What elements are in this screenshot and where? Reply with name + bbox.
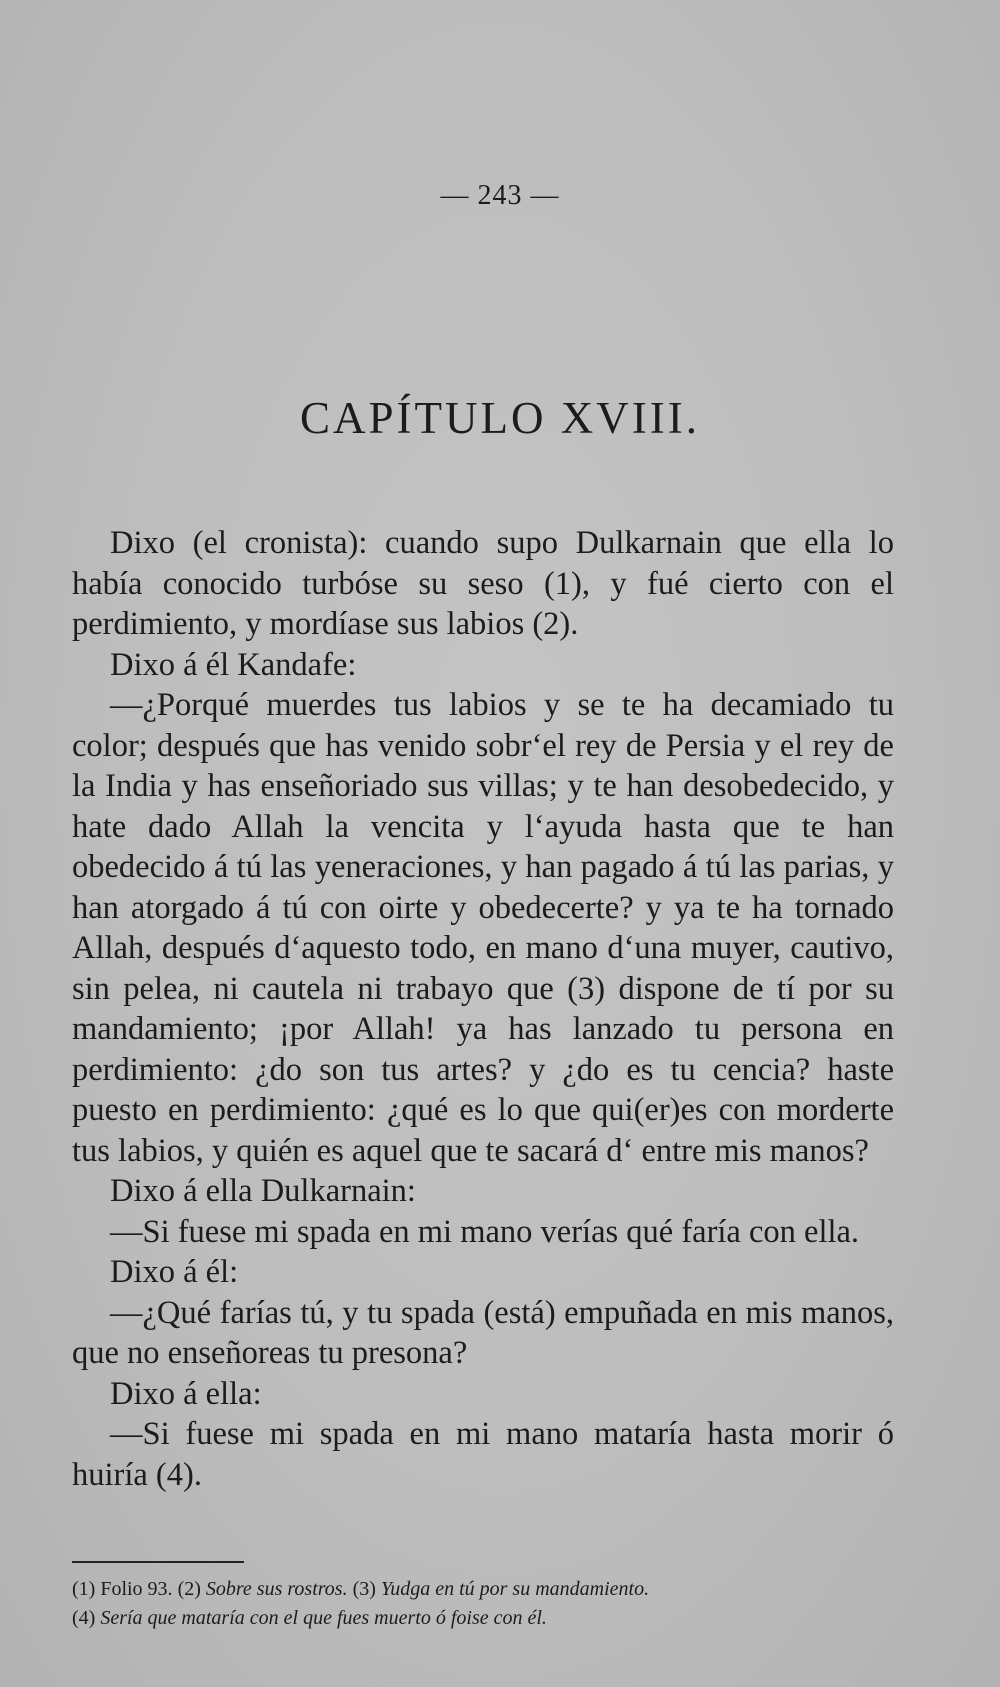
paragraph: Dixo á él:	[110, 1254, 239, 1290]
paragraph: —Si fuese mi spada en mi mano verías qué faría con ella.	[110, 1213, 860, 1250]
chapter-body	[72, 523, 894, 1495]
paragraph: —¿Porqué muerdes tus labios y se te ha decamiado tu color; después que has venido sobr‘el rey de Persia y el rey de la India y has enseñoriado sus villas; y te han desobedecido, y hate dado Allah la vencita y l‘ayuda hasta que te han obedecido á tú las yeneraciones, y han pagado á tú las parias, y han atorgado á tú con oirte y obedecerte? y ya te ha tornado Allah, después d‘aquesto todo, en mano d‘una muyer, cautivo, sin pelea, ni cautela ni trabayo que (3) dispone de tí por su mandamiento; ¡por Allah! ya has lanzado tu persona en perdimiento: ¿do son tus artes? y ¿do es tu cencia? haste puesto en perdimiento: ¿qué es lo que qui(er)es con morderte tus labios, y quién es aquel que te sacará d‘ entre mis manos?	[72, 687, 894, 1169]
paragraph: Dixo á él Kandafe:	[110, 646, 357, 683]
footnote-3-number: (3)	[352, 1578, 376, 1600]
footnote-4-text: Sería que mataría con el que fues muerto ó foise con él.	[100, 1607, 547, 1629]
footnote-line	[72, 1575, 922, 1604]
paragraph: —¿Qué farías tú, y tu spada (está) empuñada en mis manos, que no enseñoreas tu presona?	[72, 1294, 894, 1371]
footnote-2-number: (2)	[177, 1578, 201, 1600]
footnote-divider	[72, 1561, 244, 1563]
footnote-line	[72, 1604, 922, 1633]
page-number: — 243 —	[440, 180, 560, 211]
footnote-1: (1) Folio 93.	[72, 1578, 173, 1600]
paragraph: —Si fuese mi spada en mi mano mataría hasta morir ó huiría (4).	[72, 1416, 894, 1493]
paragraph: Dixo á ella:	[110, 1375, 262, 1412]
chapter-title: CAPÍTULO XVIII.	[300, 393, 700, 443]
footnote-3-text: Yudga en tú por su mandamiento.	[380, 1578, 650, 1600]
footnotes	[72, 1575, 922, 1633]
footnote-2-text: Sobre sus rostros.	[205, 1578, 348, 1600]
paragraph: Dixo (el cronista): cuando supo Dulkarnain que ella lo había conocido turbóse su seso (1), y fué cierto con el perdimiento, y mordíase sus labios (2).	[72, 525, 894, 642]
paragraph: Dixo á ella Dulkarnain:	[110, 1173, 416, 1209]
footnote-4-number: (4)	[72, 1607, 96, 1629]
